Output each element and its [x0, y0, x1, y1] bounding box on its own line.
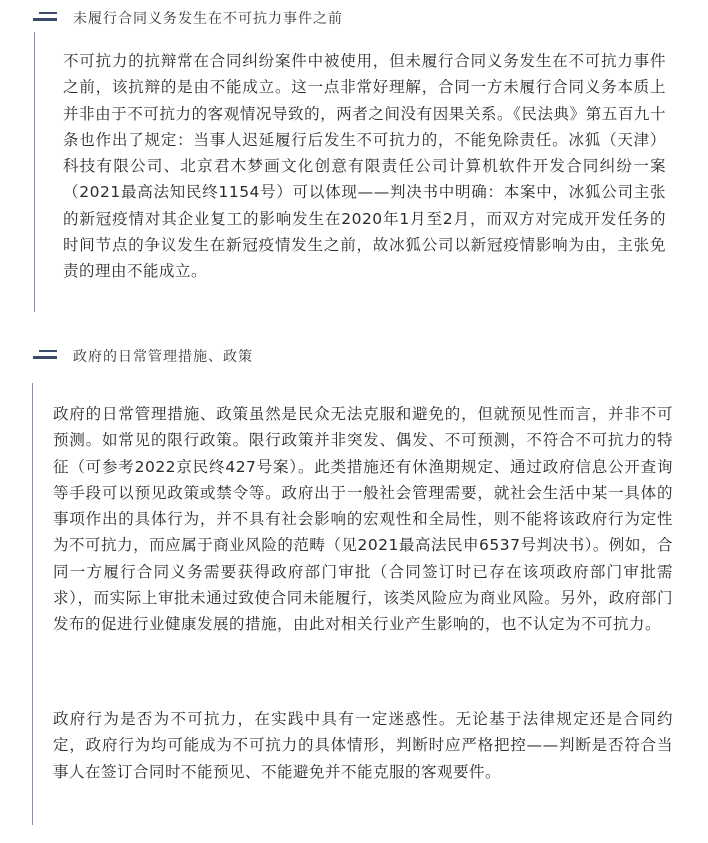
- section-marker-icon: [33, 350, 57, 362]
- section-divider-line: [32, 383, 33, 825]
- section-title: 未履行合同义务发生在不可抗力事件之前: [73, 11, 343, 27]
- section-header-2: [33, 346, 253, 366]
- section-paragraph: 政府行为是否为不可抗力，在实践中具有一定迷惑性。无论基于法律规定还是合同约定，政府行为均可能成为不可抗力的具体情形，判断时应严格把控——判断是否符合当事人在签订合同时不能预见、不能避免并不能克服的客观要件。: [53, 710, 673, 781]
- section-title: 政府的日常管理措施、政策: [73, 349, 253, 365]
- section-paragraph: 不可抗力的抗辩常在合同纠纷案件中被使用，但未履行合同义务发生在不可抗力事件之前，该抗辩的是由不能成立。这一点非常好理解，合同一方未履行合同义务本质上并非由于不可抗力的客观情况导致的，两者之间没有因果关系。《民法典》第五百九十条也作出了规定：当事人迟延履行后发生不可抗力的，不能免除责任。冰狐（天津）科技有限公司、北京君木梦画文化创意有限责任公司计算机软件开发合同纠纷一案（2021最高法知民终1154号）可以体现——判决书中明确：本案中，冰狐公司主张的新冠疫情对其企业复工的影响发生在2020年1月至2月，而双方对完成开发任务的时间节点的争议发生在新冠疫情发生之前，故冰狐公司以新冠疫情影响为由，主张免责的理由不能成立。: [63, 52, 666, 281]
- section-divider-line: [34, 32, 35, 312]
- section-paragraph: 政府的日常管理措施、政策虽然是民众无法克服和避免的，但就预见性而言，并非不可预测。如常见的限行政策。限行政策并非突发、偶发、不可预测，不符合不可抗力的特征（可参考2022京民终427号案）。此类措施还有休渔期规定、通过政府信息公开查询等手段可以预见政策或禁令等。政府出于一般社会管理需要，就社会生活中某一具体的事项作出的具体行为，并不具有社会影响的宏观性和全局性，则不能将该政府行为定性为不可抗力，而应属于商业风险的范畴（见2021最高法民申6537号判决书）。例如，合同一方履行合同义务需要获得政府部门审批（合同签订时已存在该项政府部门审批需求），而实际上审批未通过致使合同未能履行，该类风险应为商业风险。另外，政府部门发布的促进行业健康发展的措施，由此对相关行业产生影响的，也不认定为不可抗力。: [53, 405, 673, 634]
- section-header-1: [33, 8, 343, 28]
- section-marker-icon: [33, 12, 57, 24]
